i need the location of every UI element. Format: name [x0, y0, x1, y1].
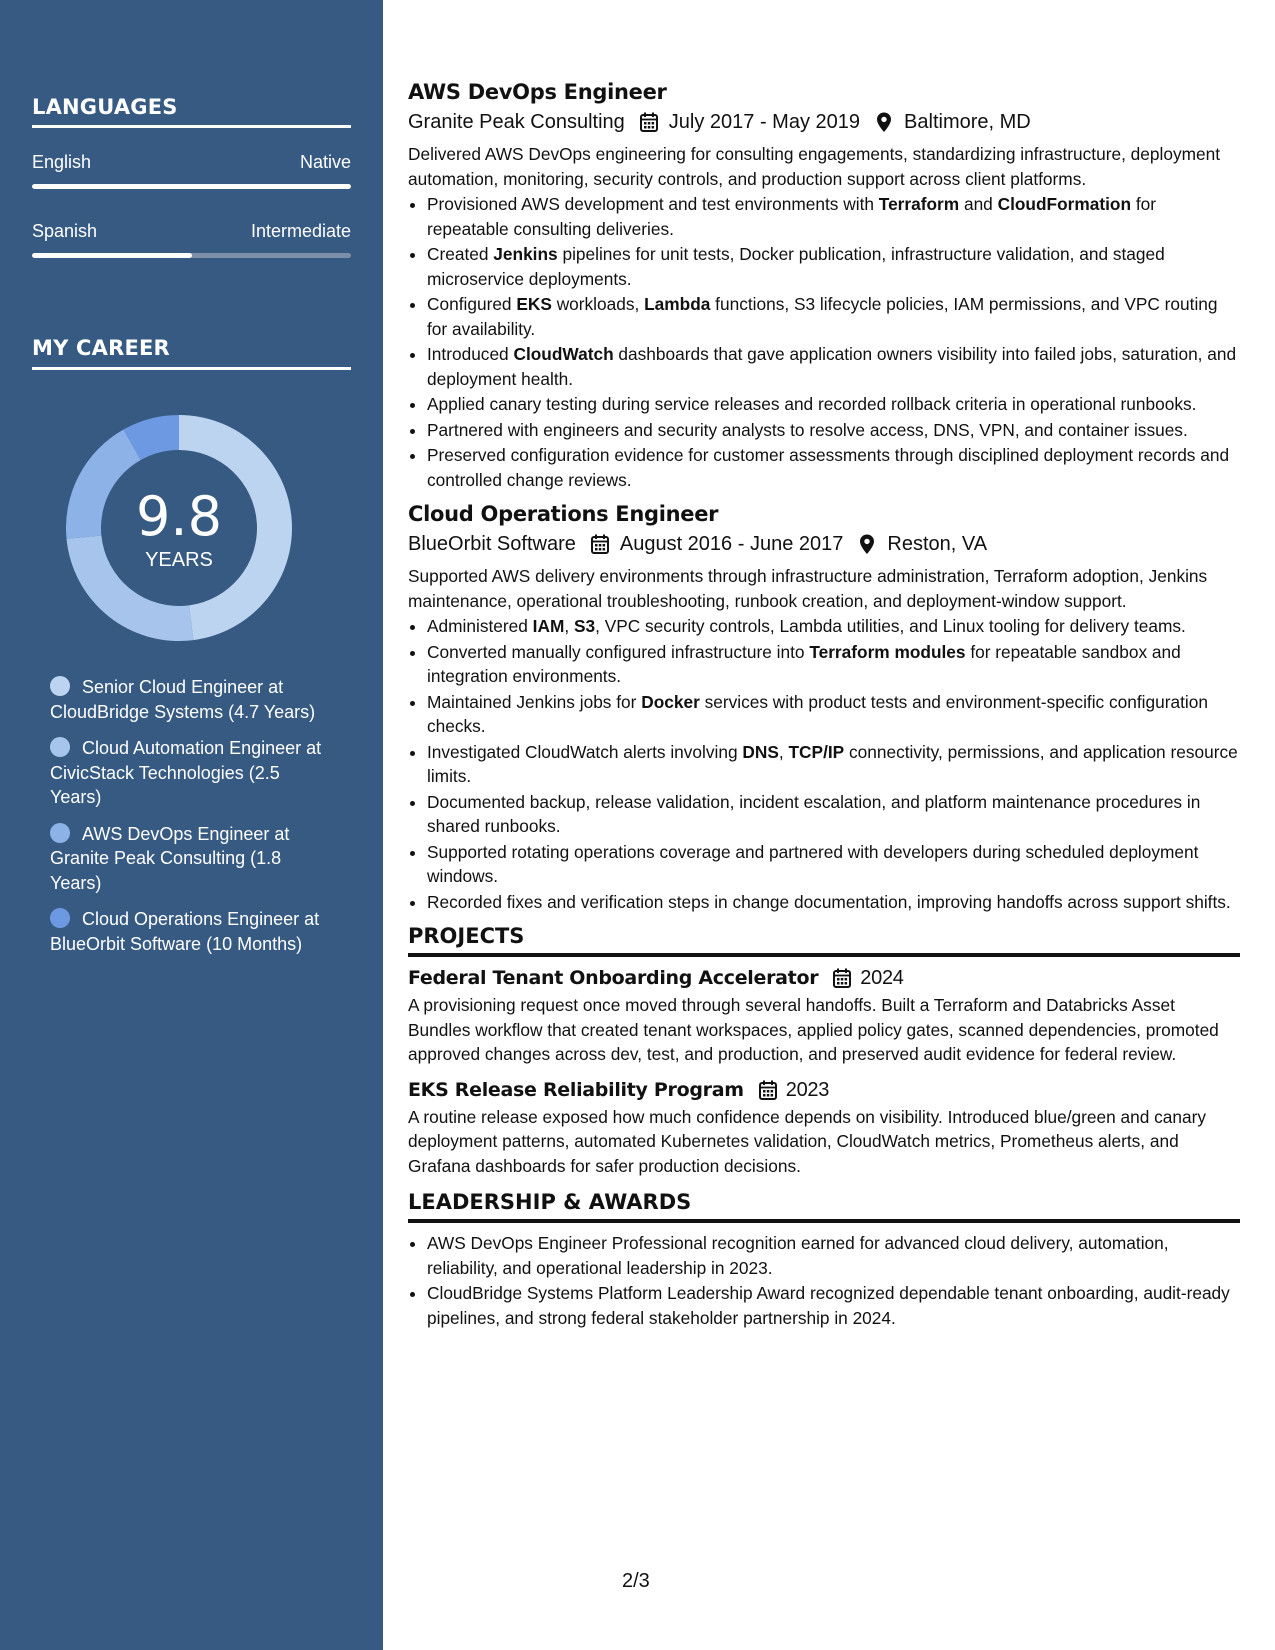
job-bullet: • Introduced CloudWatch dashboards that gave application owners visibility into failed jobs, saturation, and deployment health. [427, 342, 1240, 391]
leadership-heading: LEADERSHIP & AWARDS [408, 1190, 692, 1214]
career-legend-item [50, 675, 335, 724]
leadership-rule [408, 1219, 1240, 1223]
legend-dot [50, 823, 70, 843]
leadership-item: • AWS DevOps Engineer Professional recognition earned for advanced cloud delivery, automation, reliability, and operational leadership in 2023. [427, 1231, 1240, 1280]
job-dates: August 2016 - June 2017 [619, 533, 844, 555]
language-name: Spanish [32, 221, 98, 241]
sidebar [0, 0, 383, 1650]
job-bullet: • Applied canary testing during service releases and recorded rollback criteria in operational runbooks. [427, 392, 1240, 417]
languages-rule [32, 125, 351, 128]
job-location: Baltimore, MD [904, 111, 1031, 133]
language-bar-english [32, 184, 351, 189]
job-bullet: • Administered IAM, S3, VPC security controls, Lambda utilities, and Linux tooling for delivery teams. [427, 614, 1240, 639]
job-meta [408, 530, 1240, 558]
project-title-row [408, 965, 1240, 991]
job-bullet: • Investigated CloudWatch alerts involving DNS, TCP/IP connectivity, permissions, and application resource limits. [427, 740, 1240, 789]
career-legend-text: Cloud Automation Engineer at CivicStack Technologies (2.5 Years) [50, 738, 322, 807]
language-level: Intermediate [250, 221, 351, 241]
job-bullet: • Partnered with engineers and security analysts to resolve access, DNS, VPN, and container issues. [427, 418, 1240, 443]
career-total-unit: YEARS [145, 548, 213, 571]
experience-entry [408, 78, 1240, 492]
job-bullet: • Provisioned AWS development and test environments with Terraform and CloudFormation for repeatable consulting deliveries. [427, 192, 1240, 241]
job-title: Cloud Operations Engineer [408, 502, 719, 526]
job-bullets [427, 192, 1240, 492]
main-content [408, 78, 1240, 1331]
project-year: 2023 [785, 1078, 830, 1101]
project-title: Federal Tenant Onboarding Accelerator [408, 967, 819, 989]
job-summary: Supported AWS delivery environments through infrastructure administration, Terraform adoption, Jenkins maintenance, operational troubleshooting, runbook creation, and deployment-window support. [408, 566, 1208, 611]
project-title-row [408, 1077, 1240, 1103]
language-row-english [32, 152, 351, 173]
project-year: 2024 [860, 967, 904, 989]
project-entry [408, 965, 1240, 1067]
languages-heading: LANGUAGES [32, 95, 178, 119]
job-dates: July 2017 - May 2019 [668, 111, 861, 133]
calendar-icon [832, 967, 852, 989]
job-bullet: • Recorded fixes and verification steps in change documentation, improving handoffs across support shifts. [427, 890, 1240, 915]
job-bullet: • Supported rotating operations coverage and partnered with developers during scheduled deployment windows. [427, 840, 1240, 889]
projects-heading: PROJECTS [408, 924, 525, 948]
company-name: Granite Peak Consulting [408, 111, 625, 133]
map-pin-icon [874, 111, 894, 133]
experience-entry [408, 500, 1240, 914]
career-legend-text: Cloud Operations Engineer at BlueOrbit Software (10 Months) [50, 909, 320, 954]
leadership-item: • CloudBridge Systems Platform Leadership Award recognized dependable tenant onboarding, audit-ready pipelines, and strong federal stakeholder partnership in 2024. [427, 1281, 1240, 1330]
job-bullet: • Configured EKS workloads, Lambda functions, S3 lifecycle policies, IAM permissions, and VPC routing for availability. [427, 292, 1240, 341]
legend-dot [50, 737, 70, 757]
career-total [66, 415, 292, 641]
leadership-section [408, 1188, 1240, 1330]
career-legend-item [50, 822, 335, 896]
language-name: English [32, 152, 92, 172]
calendar-icon [639, 111, 659, 133]
career-total-value: 9.8 [136, 484, 222, 548]
project-title: EKS Release Reliability Program [408, 1078, 744, 1101]
map-pin-icon [857, 533, 877, 555]
job-bullet: • Maintained Jenkins jobs for Docker services with product tests and environment-specific configuration checks. [427, 690, 1240, 739]
job-bullet: • Preserved configuration evidence for customer assessments through disciplined deployment records and controlled change reviews. [427, 443, 1240, 492]
career-legend-item [50, 736, 335, 810]
project-description: A routine release exposed how much confidence depends on visibility. Introduced blue/green and canary deployment patterns, automated Kubernetes validation, CloudWatch metrics, Prometheus alerts, and Grafana dashboards for safer production decisions. [408, 1106, 1207, 1176]
company-name: BlueOrbit Software [408, 533, 576, 555]
job-meta [408, 108, 1240, 136]
calendar-icon [758, 1079, 778, 1101]
legend-dot [50, 676, 70, 696]
job-summary: Delivered AWS DevOps engineering for consulting engagements, standardizing infrastructure, deployment automation, monitoring, security controls, and production support across client platforms. [408, 144, 1221, 189]
projects-rule [408, 953, 1240, 957]
job-bullet: • Created Jenkins pipelines for unit tests, Docker publication, infrastructure validation, and staged microservice deployments. [427, 242, 1240, 291]
job-bullet: • Converted manually configured infrastructure into Terraform modules for repeatable sandbox and integration environments. [427, 640, 1240, 689]
calendar-icon [590, 533, 610, 555]
language-bar-fill [32, 253, 192, 258]
page-number: 2/3 [622, 1570, 650, 1592]
career-rule [32, 367, 351, 370]
career-legend-text: AWS DevOps Engineer at Granite Peak Consulting (1.8 Years) [50, 823, 290, 893]
career-legend [50, 675, 335, 968]
career-legend-text: Senior Cloud Engineer at CloudBridge Systems (4.7 Years) [50, 677, 316, 722]
language-level: Native [299, 152, 351, 172]
job-title: AWS DevOps Engineer [408, 80, 667, 104]
job-bullets [427, 614, 1240, 914]
job-location: Reston, VA [887, 533, 988, 555]
language-bar-fill [32, 184, 351, 189]
language-row-spanish [32, 221, 351, 242]
legend-dot [50, 908, 70, 928]
career-heading: MY CAREER [32, 336, 170, 360]
project-entry [408, 1077, 1240, 1179]
projects-section [408, 922, 1240, 1178]
career-legend-item [50, 907, 335, 956]
job-bullet: • Documented backup, release validation, incident escalation, and platform maintenance procedures in shared runbooks. [427, 790, 1240, 839]
leadership-bullets [427, 1231, 1240, 1330]
project-description: A provisioning request once moved through several handoffs. Built a Terraform and Databricks Asset Bundles workflow that created tenant workspaces, applied policy gates, scanned dependencies, promoted approved changes across dev, test, and production, and preserved audit evidence for federal review. [408, 995, 1219, 1064]
language-bar-spanish [32, 253, 351, 258]
